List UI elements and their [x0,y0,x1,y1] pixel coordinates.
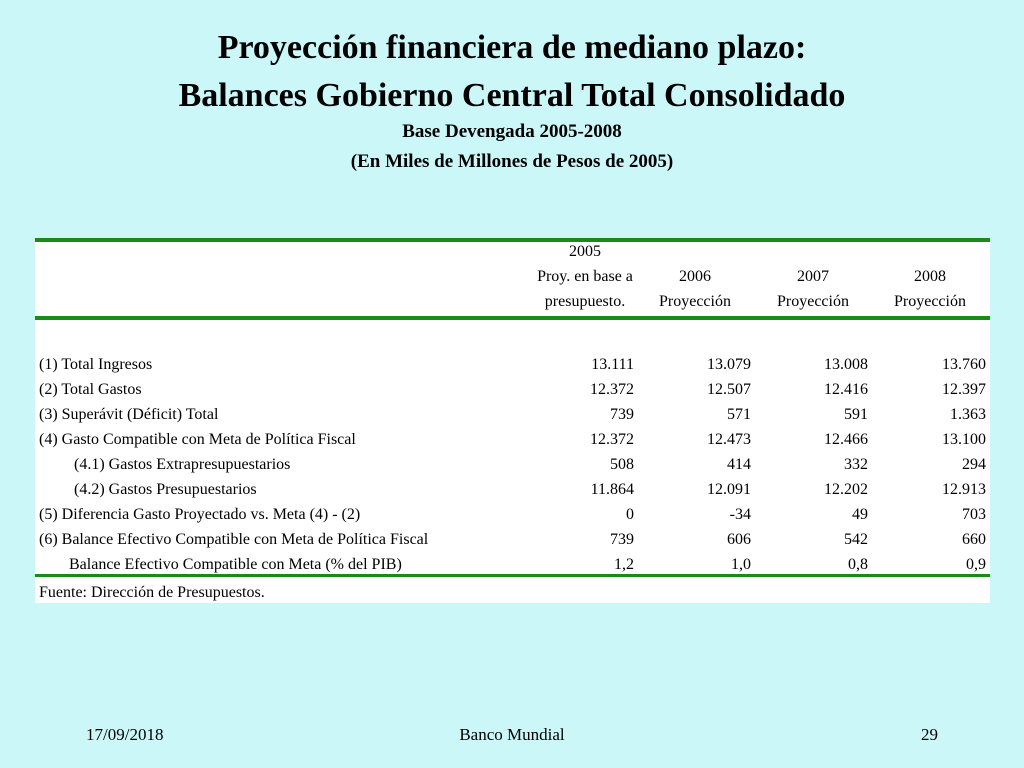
cell-diferencia-gasto-2005: 0 [626,506,634,523]
cell-balance-efectivo-2008: 660 [962,531,986,548]
footer-page-number: 29 [921,725,938,744]
slide-title-line2: Balances Gobierno Central Total Consolidado [178,77,846,114]
table-header-rule [35,316,990,320]
footer-organization: Banco Mundial [459,725,565,744]
cell-total-gastos-2007: 12.416 [824,381,868,398]
cell-balance-pib-2007: 0,8 [848,556,868,573]
row-label-extrapresupuestarios: (4.1) Gastos Extrapresupuestarios [74,456,291,473]
cell-balance-pib-2006: 1,0 [731,556,751,573]
cell-gasto-compatible-2007: 12.466 [824,431,868,448]
cell-balance-efectivo-2006: 606 [727,531,751,548]
row-label-diferencia-gasto: (5) Diferencia Gasto Proyectado vs. Meta (4) - (2) [39,506,361,523]
cell-gasto-compatible-2008: 13.100 [942,431,986,448]
cell-total-ingresos-2008: 13.760 [942,356,986,373]
row-label-total-gastos: (2) Total Gastos [39,381,142,398]
slide-subtitle-line1: Base Devengada 2005-2008 [402,121,622,142]
cell-balance-efectivo-2005: 739 [610,531,634,548]
header-2008-year: 2008 [914,268,946,285]
cell-superavit-2007: 591 [844,406,868,423]
cell-gasto-compatible-2005: 12.372 [590,431,634,448]
cell-gasto-compatible-2006: 12.473 [707,431,751,448]
cell-extrapresupuestarios-2006: 414 [727,456,751,473]
header-2007-label: Proyección [777,293,849,310]
cell-presupuestarios-2008: 12.913 [942,481,986,498]
cell-presupuestarios-2007: 12.202 [824,481,868,498]
cell-superavit-2006: 571 [727,406,751,423]
header-2005-desc2: presupuesto. [544,293,626,310]
row-label-balance-pib: Balance Efectivo Compatible con Meta (% del PIB) [69,556,402,573]
cell-balance-pib-2005: 1,2 [614,556,634,573]
row-label-balance-efectivo: (6) Balance Efectivo Compatible con Meta de Política Fiscal [39,531,429,548]
cell-diferencia-gasto-2007: 49 [852,506,868,523]
header-2006-year: 2006 [679,268,711,285]
table-top-rule [35,238,990,242]
table-source-note: Fuente: Dirección de Presupuestos. [39,584,265,601]
cell-diferencia-gasto-2008: 703 [962,506,986,523]
cell-balance-pib-2008: 0,9 [966,556,986,573]
header-2007-year: 2007 [797,268,829,285]
header-2005-desc1: Proy. en base a [537,268,633,285]
row-label-presupuestarios: (4.2) Gastos Presupuestarios [74,481,257,498]
cell-superavit-2008: 1.363 [950,406,986,423]
cell-extrapresupuestarios-2005: 508 [610,456,634,473]
cell-presupuestarios-2006: 12.091 [707,481,751,498]
cell-total-ingresos-2007: 13.008 [824,356,868,373]
cell-extrapresupuestarios-2007: 332 [844,456,868,473]
footer-date: 17/09/2018 [86,725,164,744]
slide-subtitle-line2: (En Miles de Millones de Pesos de 2005) [350,151,674,172]
cell-extrapresupuestarios-2008: 294 [962,456,986,473]
cell-diferencia-gasto-2006: -34 [729,506,751,523]
header-2005-year: 2005 [569,243,601,260]
financial-table [35,238,990,603]
cell-total-ingresos-2005: 13.111 [591,356,634,373]
cell-total-gastos-2005: 12.372 [590,381,634,398]
cell-balance-efectivo-2007: 542 [844,531,868,548]
cell-presupuestarios-2005: 11.864 [590,481,634,498]
cell-total-ingresos-2006: 13.079 [707,356,751,373]
cell-total-gastos-2006: 12.507 [707,381,751,398]
cell-total-gastos-2008: 12.397 [942,381,986,398]
row-label-total-ingresos: (1) Total Ingresos [39,356,153,373]
row-label-superavit: (3) Superávit (Déficit) Total [39,406,219,423]
slide-title-line1: Proyección financiera de mediano plazo: [217,29,807,66]
header-2006-label: Proyección [659,293,731,310]
header-2008-label: Proyección [894,293,966,310]
row-label-gasto-compatible: (4) Gasto Compatible con Meta de Política Fiscal [39,431,356,448]
cell-superavit-2005: 739 [610,406,634,423]
